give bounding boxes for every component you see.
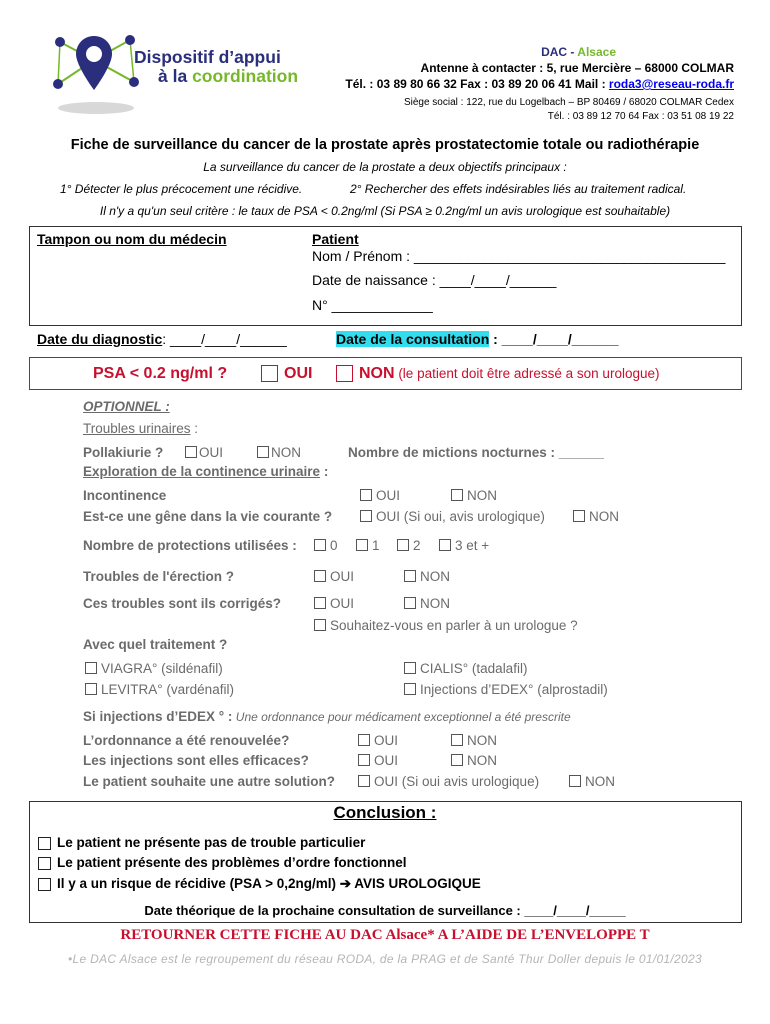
disclaimer: •Le DAC Alsace est le regroupement du réseau RODA, de la PRAG et de Santé Thur Doller depuis le 01/01/2023 — [68, 952, 702, 966]
stamp-label: Tampon ou nom du médecin — [37, 231, 227, 247]
logo — [46, 26, 299, 116]
efficaces-oui-label: OUI — [374, 753, 399, 768]
number-field[interactable]: N° _____________ — [312, 297, 433, 313]
pollakiurie-label: Pollakiurie ? — [83, 445, 164, 460]
urologue-checkbox[interactable] — [314, 619, 326, 631]
protections-2-label: 2 — [413, 538, 421, 553]
conclusion-1-label: Le patient ne présente pas de trouble particulier — [57, 835, 366, 850]
dac-region: Alsace — [577, 45, 616, 59]
pollakiurie-oui-label: OUI — [199, 445, 224, 460]
conclusion-1-checkbox[interactable] — [38, 837, 51, 850]
pollakiurie-non-label: NON — [271, 445, 301, 460]
siege-address: Siège social : 122, rue du Logelbach – BP 80469 / 68020 COLMAR Cedex — [403, 97, 734, 108]
renouvelee-oui-label: OUI — [374, 733, 399, 748]
viagra-checkbox[interactable] — [85, 662, 97, 674]
next-consultation-date[interactable]: Date théorique de la prochaine consultation de surveillance : ____/____/_____ — [144, 903, 626, 918]
autre-solution-label: Le patient souhaite une autre solution? — [83, 774, 336, 789]
dac-prefix: DAC - — [541, 45, 578, 59]
psa-non-checkbox[interactable] — [336, 365, 353, 382]
conclusion-3-checkbox[interactable] — [38, 878, 51, 891]
name-field[interactable]: Nom / Prénom : ________________________________________ — [312, 248, 726, 264]
incontinence-label: Incontinence — [83, 488, 167, 503]
conclusion-3-label: Il y a un risque de récidive (PSA > 0,2ng/ml) ➔ AVIS UROLOGIQUE — [57, 876, 481, 891]
incontinence-non-label: NON — [467, 488, 497, 503]
edex-label: Injections d’EDEX° (alprostadil) — [420, 682, 608, 697]
incontinence-oui-checkbox[interactable] — [360, 489, 372, 501]
edex-question: Si injections d’EDEX ° : — [83, 709, 233, 724]
gene-label: Est-ce une gêne dans la vie courante ? — [83, 509, 333, 524]
psa-oui-checkbox[interactable] — [261, 365, 278, 382]
cialis-checkbox[interactable] — [404, 662, 416, 674]
logo-line2-word: coordination — [192, 66, 299, 86]
protections-0-checkbox[interactable] — [314, 539, 326, 551]
gene-oui-label: OUI (Si oui, avis urologique) — [376, 509, 545, 524]
patient-label: Patient — [312, 231, 359, 247]
erection-oui-label: OUI — [330, 569, 355, 584]
renouvelee-label: L’ordonnance a été renouvelée? — [83, 733, 290, 748]
protections-0-label: 0 — [330, 538, 338, 553]
corriges-label: Ces troubles sont ils corrigés? — [83, 596, 282, 611]
autre-solution-non-label: NON — [585, 774, 615, 789]
erection-non-label: NON — [420, 569, 450, 584]
renouvelee-non-label: NON — [467, 733, 497, 748]
urinary-colon: : — [190, 421, 199, 436]
siege-tel: Tél. : 03 89 12 70 64 Fax : 03 51 08 19 22 — [547, 111, 734, 122]
header-contact — [345, 44, 734, 124]
erection-oui-checkbox[interactable] — [314, 570, 326, 582]
dob-field[interactable]: Date de naissance : ____/____/______ — [312, 272, 557, 288]
psa-question: PSA < 0.2 ng/ml ? — [93, 365, 228, 382]
mail-link[interactable]: roda3@reseau-roda.fr — [608, 77, 734, 91]
viagra-label: VIAGRA° (sildénafil) — [101, 661, 223, 676]
gene-non-checkbox[interactable] — [573, 510, 585, 522]
diagnostic-date-field[interactable]: : ____/____/______ — [162, 331, 287, 347]
logo-network-icon — [46, 26, 142, 116]
protections-3-checkbox[interactable] — [439, 539, 451, 551]
conclusion-2-label: Le patient présente des problèmes d’ordre fonctionnel — [57, 855, 407, 870]
renouvelee-non-checkbox[interactable] — [451, 734, 463, 746]
diagnostic-date-label: Date du diagnostic — [37, 331, 163, 347]
objectives-intro: La surveillance du cancer de la prostate a deux objectifs principaux : — [203, 160, 567, 174]
cialis-label: CIALIS° (tadalafil) — [420, 661, 528, 676]
corriges-oui-checkbox[interactable] — [314, 597, 326, 609]
gene-oui-checkbox[interactable] — [360, 510, 372, 522]
conclusion-2-checkbox[interactable] — [38, 857, 51, 870]
logo-line2-prefix: à la — [158, 66, 188, 86]
protections-2-checkbox[interactable] — [397, 539, 409, 551]
edex-note: Une ordonnance pour médicament exceptionnel a été prescrite — [232, 710, 571, 724]
nocturnal-field[interactable]: Nombre de mictions nocturnes : ______ — [348, 445, 604, 460]
efficaces-oui-checkbox[interactable] — [358, 754, 370, 766]
corriges-oui-label: OUI — [330, 596, 355, 611]
autre-solution-oui-checkbox[interactable] — [358, 775, 370, 787]
erection-non-checkbox[interactable] — [404, 570, 416, 582]
incontinence-non-checkbox[interactable] — [451, 489, 463, 501]
continence-colon: : — [320, 464, 329, 479]
pollakiurie-non-checkbox[interactable] — [257, 446, 269, 458]
autre-solution-oui-label: OUI (Si oui avis urologique) — [374, 774, 540, 789]
phone-fax: Tél. : 03 89 80 66 32 Fax : 03 89 20 06 41 Mail : — [345, 77, 609, 91]
objective-2: 2° Rechercher des effets indésirables liés au traitement radical. — [350, 182, 687, 196]
protections-1-label: 1 — [372, 538, 380, 553]
protections-1-checkbox[interactable] — [356, 539, 368, 551]
logo-text — [134, 48, 298, 86]
efficaces-non-label: NON — [467, 753, 497, 768]
psa-oui-label: OUI — [284, 365, 313, 382]
pollakiurie-oui-checkbox[interactable] — [185, 446, 197, 458]
autre-solution-non-checkbox[interactable] — [569, 775, 581, 787]
efficaces-label: Les injections sont elles efficaces? — [83, 753, 309, 768]
efficaces-non-checkbox[interactable] — [451, 754, 463, 766]
levitra-label: LEVITRA° (vardénafil) — [101, 682, 234, 697]
consultation-date-field[interactable]: : ____/____/______ — [489, 331, 619, 347]
return-note: RETOURNER CETTE FICHE AU DAC Alsace* A L’AIDE DE L’ENVELOPPE T — [120, 927, 650, 943]
erection-label: Troubles de l'érection ? — [83, 569, 234, 584]
consultation-date-label: Date de la consultation — [336, 331, 490, 347]
protections-3-label: 3 et + — [455, 538, 490, 553]
psa-criterion: Il n'y a qu'un seul critère : le taux de PSA < 0.2ng/ml (Si PSA ≥ 0.2ng/ml un avis urologique est souhaitable) — [99, 204, 671, 218]
conclusion-title: Conclusion : — [333, 803, 437, 822]
protections-label: Nombre de protections utilisées : — [83, 538, 297, 553]
gene-non-label: NON — [589, 509, 619, 524]
optional-title: OPTIONNEL : — [83, 399, 170, 414]
corriges-non-label: NON — [420, 596, 450, 611]
psa-non-note: (le patient doit être adressé a son urologue) — [394, 366, 660, 381]
edex-checkbox[interactable] — [404, 683, 416, 695]
renouvelee-oui-checkbox[interactable] — [358, 734, 370, 746]
corriges-non-checkbox[interactable] — [404, 597, 416, 609]
incontinence-oui-label: OUI — [376, 488, 401, 503]
urologue-label: Souhaitez-vous en parler à un urologue ? — [330, 618, 578, 633]
psa-non-label: NON — [359, 365, 395, 382]
traitement-label: Avec quel traitement ? — [83, 637, 228, 652]
urinary-title: Troubles urinaires — [83, 421, 191, 436]
logo-line1: Dispositif d’appui — [134, 47, 281, 67]
antenna-address: Antenne à contacter : 5, rue Mercière – 68000 COLMAR — [420, 61, 734, 75]
levitra-checkbox[interactable] — [85, 683, 97, 695]
objective-1: 1° Détecter le plus précocement une récidive. — [60, 182, 303, 196]
form-title: Fiche de surveillance du cancer de la prostate après prostatectomie totale ou radiothérapie — [70, 137, 700, 153]
continence-title: Exploration de la continence urinaire — [83, 464, 321, 479]
